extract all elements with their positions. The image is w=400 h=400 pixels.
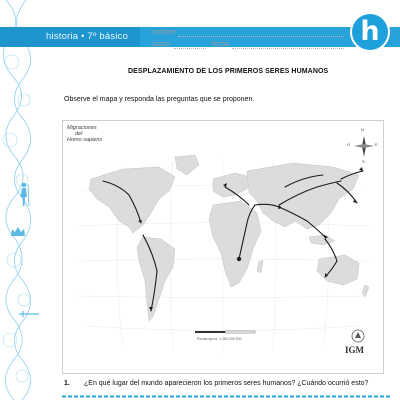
europe (213, 173, 251, 197)
name-field[interactable] (178, 36, 344, 37)
publisher-logo: IGM (345, 345, 364, 355)
compass-east: E (375, 142, 378, 147)
question-text: ¿En qué lugar del mundo aparecieron los primeros seres humanos? ¿Cuándo ocurrió esto? (84, 380, 369, 387)
world-map (63, 121, 383, 373)
compass-west: O (347, 142, 351, 147)
map-title-line2: del (75, 131, 83, 137)
subject-label: historia • 7º básico (46, 31, 129, 42)
africa (209, 201, 261, 287)
name-label: nombre (152, 29, 176, 36)
publisher-seal-icon (351, 329, 365, 343)
brand-logo (352, 14, 388, 50)
scale-label: Escala aprox. 1:180.000.000 (197, 337, 242, 341)
migration-map (62, 120, 384, 374)
instructions: Observe el mapa y responda las preguntas que se proponen. (64, 96, 255, 103)
question-number: 1. (64, 380, 70, 387)
hunter-figure-icon (16, 182, 32, 208)
new-zealand (362, 285, 369, 297)
map-title-line3: Homo sapiens (67, 137, 103, 143)
date-label: fecha (212, 41, 230, 48)
course-label: curso (152, 41, 170, 48)
australia (317, 255, 359, 285)
sword-icon (18, 310, 40, 318)
brand-logo-letter: h (360, 16, 380, 47)
compass-rose-icon (353, 133, 375, 161)
indonesia (309, 235, 335, 245)
date-field[interactable] (232, 48, 344, 49)
greenland (175, 155, 199, 175)
document-title: DESPLAZAMIENTO DE LOS PRIMEROS SERES HUMANOS (128, 68, 329, 75)
madagascar (257, 261, 263, 273)
compass-south: S (362, 159, 365, 164)
scale-bar (195, 331, 255, 333)
course-field[interactable] (174, 48, 206, 49)
crown-icon (10, 226, 26, 238)
bottom-rule (62, 395, 392, 398)
map-title-line1: Migraciones (67, 125, 97, 131)
compass-north: N (361, 127, 364, 132)
